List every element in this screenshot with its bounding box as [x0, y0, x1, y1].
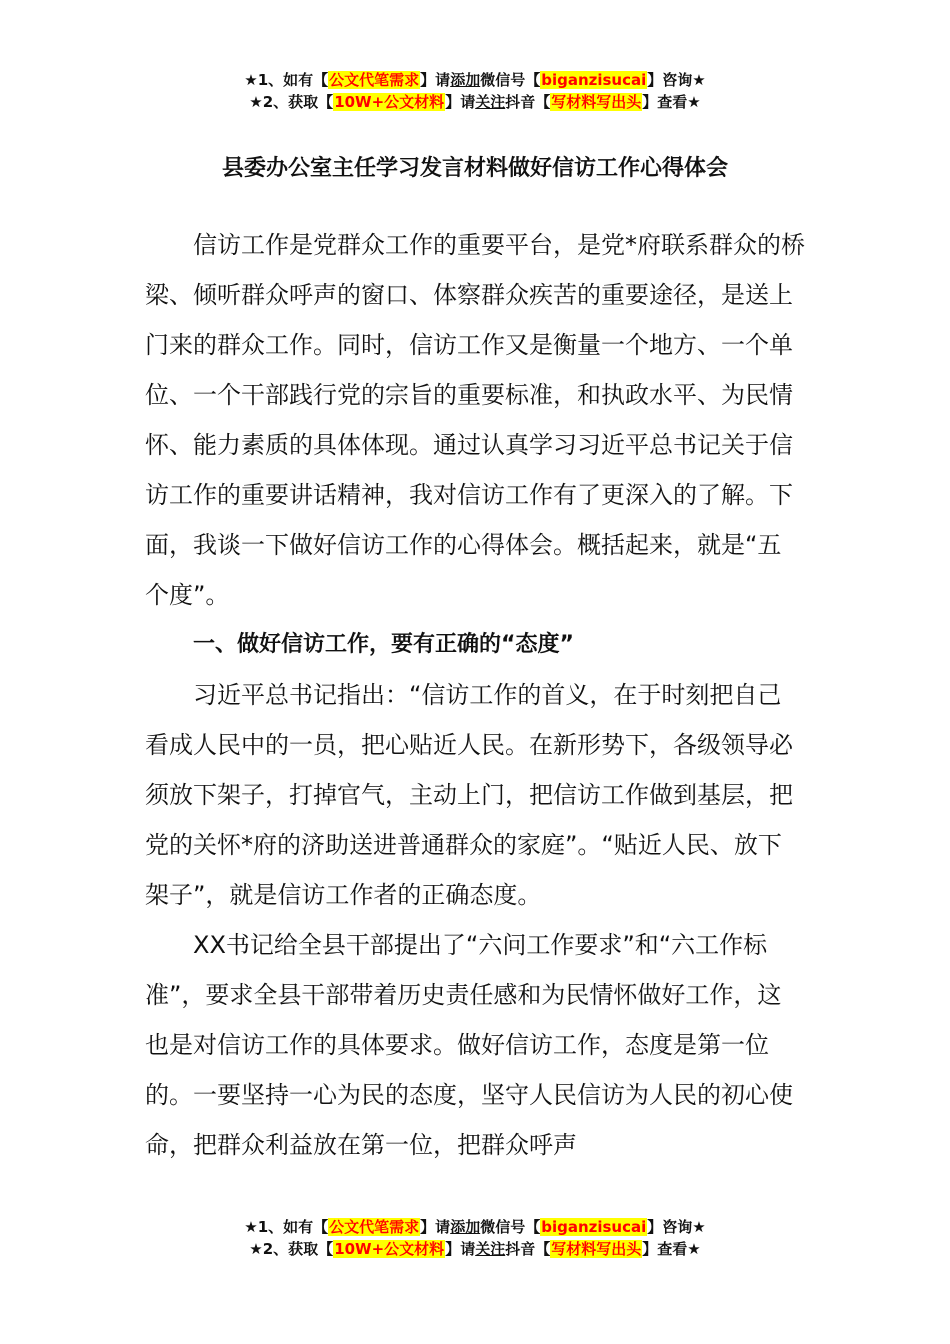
paragraph: 习近平总书记指出：“信访工作的首义，在于时刻把自己看成人民中的一员，把心贴近人民。在新形势下，各级领导必须放下架子，打掉官气，主动上门，把信访工作做到基层，把党的关怀*府的济助送进普通群众的家庭”。“贴近人民、放下架子”，就是信访工作者的正确态度。 — [145, 681, 793, 909]
notice-line-2: ★2、获取【10W+公文材料】请关注抖音【写材料写出头】查看★ — [249, 1240, 701, 1258]
paragraph: XX书记给全县干部提出了“六问工作要求”和“六工作标准”，要求全县干部带着历史责任感和为民情怀做好工作，这也是对信访工作的具体要求。做好信访工作，态度是第一位的。一要坚持一心为民的态度，坚守人民信访为人民的初心使命，把群众利益放在第一位，把群众呼声 — [145, 931, 793, 1159]
materials-highlight: 10W+公文材料 — [334, 93, 445, 111]
douyin-id-highlight: 写材料写出头 — [551, 1240, 642, 1258]
wechat-id-highlight: biganzisucai — [541, 71, 647, 89]
service-highlight: 公文代笔需求 — [329, 1218, 420, 1236]
header-notice — [0, 69, 950, 113]
notice-line-1: ★1、如有【公文代笔需求】请添加微信号【biganzisucai】咨询★ — [244, 71, 706, 89]
douyin-id-highlight: 写材料写出头 — [551, 93, 642, 111]
notice-line-2: ★2、获取【10W+公文材料】请关注抖音【写材料写出头】查看★ — [249, 93, 701, 111]
wechat-id-highlight: biganzisucai — [541, 1218, 647, 1236]
paragraph-intro: 信访工作是党群众工作的重要平台，是党*府联系群众的桥梁、倾听群众呼声的窗口、体察群众疾苦的重要途径，是送上门来的群众工作。同时，信访工作又是衡量一个地方、一个单位、一个干部践行党的宗旨的重要标准，和执政水平、为民情怀、能力素质的具体体现。通过认真学习习近平总书记关于信访工作的重要讲话精神，我对信访工作有了更深入的了解。下面，我谈一下做好信访工作的心得体会。概括起来，就是“五个度”。 — [145, 231, 805, 609]
footer-notice — [0, 1216, 950, 1260]
section-heading: 一、做好信访工作，要有正确的“态度” — [193, 632, 574, 657]
service-highlight: 公文代笔需求 — [329, 71, 420, 89]
notice-line-1: ★1、如有【公文代笔需求】请添加微信号【biganzisucai】咨询★ — [244, 1218, 706, 1236]
materials-highlight: 10W+公文材料 — [334, 1240, 445, 1258]
document-title: 县委办公室主任学习发言材料做好信访工作心得体会 — [221, 156, 728, 181]
document-body — [145, 220, 805, 1170]
